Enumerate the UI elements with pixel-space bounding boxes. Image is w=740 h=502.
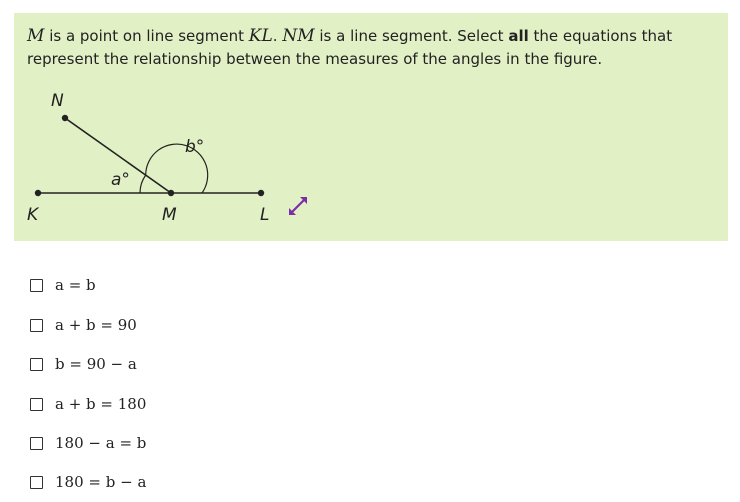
question-text-2: .	[272, 27, 283, 45]
checkbox[interactable]	[30, 398, 43, 411]
expand-diagonal-arrows-icon	[285, 193, 311, 219]
var-nm: NM	[282, 26, 315, 46]
choice-4[interactable]	[30, 391, 146, 417]
label-k: K	[27, 205, 39, 225]
choice-label: 180 = b − a	[55, 473, 147, 491]
choice-label: a = b	[55, 276, 96, 294]
choice-1[interactable]	[30, 272, 96, 298]
angle-figure	[14, 13, 728, 241]
expand-figure-button[interactable]	[285, 193, 311, 219]
choice-label: a + b = 180	[55, 395, 147, 413]
checkbox[interactable]	[30, 358, 43, 371]
choice-label: b = 90 − a	[55, 355, 137, 373]
point-k	[35, 190, 41, 196]
choice-5[interactable]	[30, 430, 146, 456]
angle-arc-a	[140, 175, 146, 193]
choice-2[interactable]	[30, 312, 137, 338]
point-m	[168, 190, 174, 196]
choice-6[interactable]	[30, 469, 146, 495]
label-b: b°	[185, 137, 205, 157]
checkbox[interactable]	[30, 437, 43, 450]
point-n	[62, 115, 68, 121]
question-bold-all: all	[508, 27, 529, 45]
checkbox[interactable]	[30, 279, 43, 292]
checkbox[interactable]	[30, 319, 43, 332]
label-n: N	[51, 91, 64, 111]
var-m: M	[27, 26, 45, 46]
question-text-3: is a line segment. Select	[314, 27, 509, 45]
label-a: a°	[111, 170, 130, 190]
question-panel	[14, 13, 728, 241]
choice-label: 180 − a = b	[55, 434, 147, 452]
question-text-4: the equations that represent the relationship between the measures of the angles in the figure.	[27, 27, 673, 68]
var-kl: KL	[248, 26, 273, 46]
label-m: M	[162, 205, 177, 225]
checkbox[interactable]	[30, 476, 43, 489]
choice-label: a + b = 90	[55, 316, 137, 334]
question-text-1: is a point on line segment	[44, 27, 249, 45]
point-l	[258, 190, 264, 196]
label-l: L	[260, 205, 270, 225]
choice-3[interactable]	[30, 351, 137, 377]
